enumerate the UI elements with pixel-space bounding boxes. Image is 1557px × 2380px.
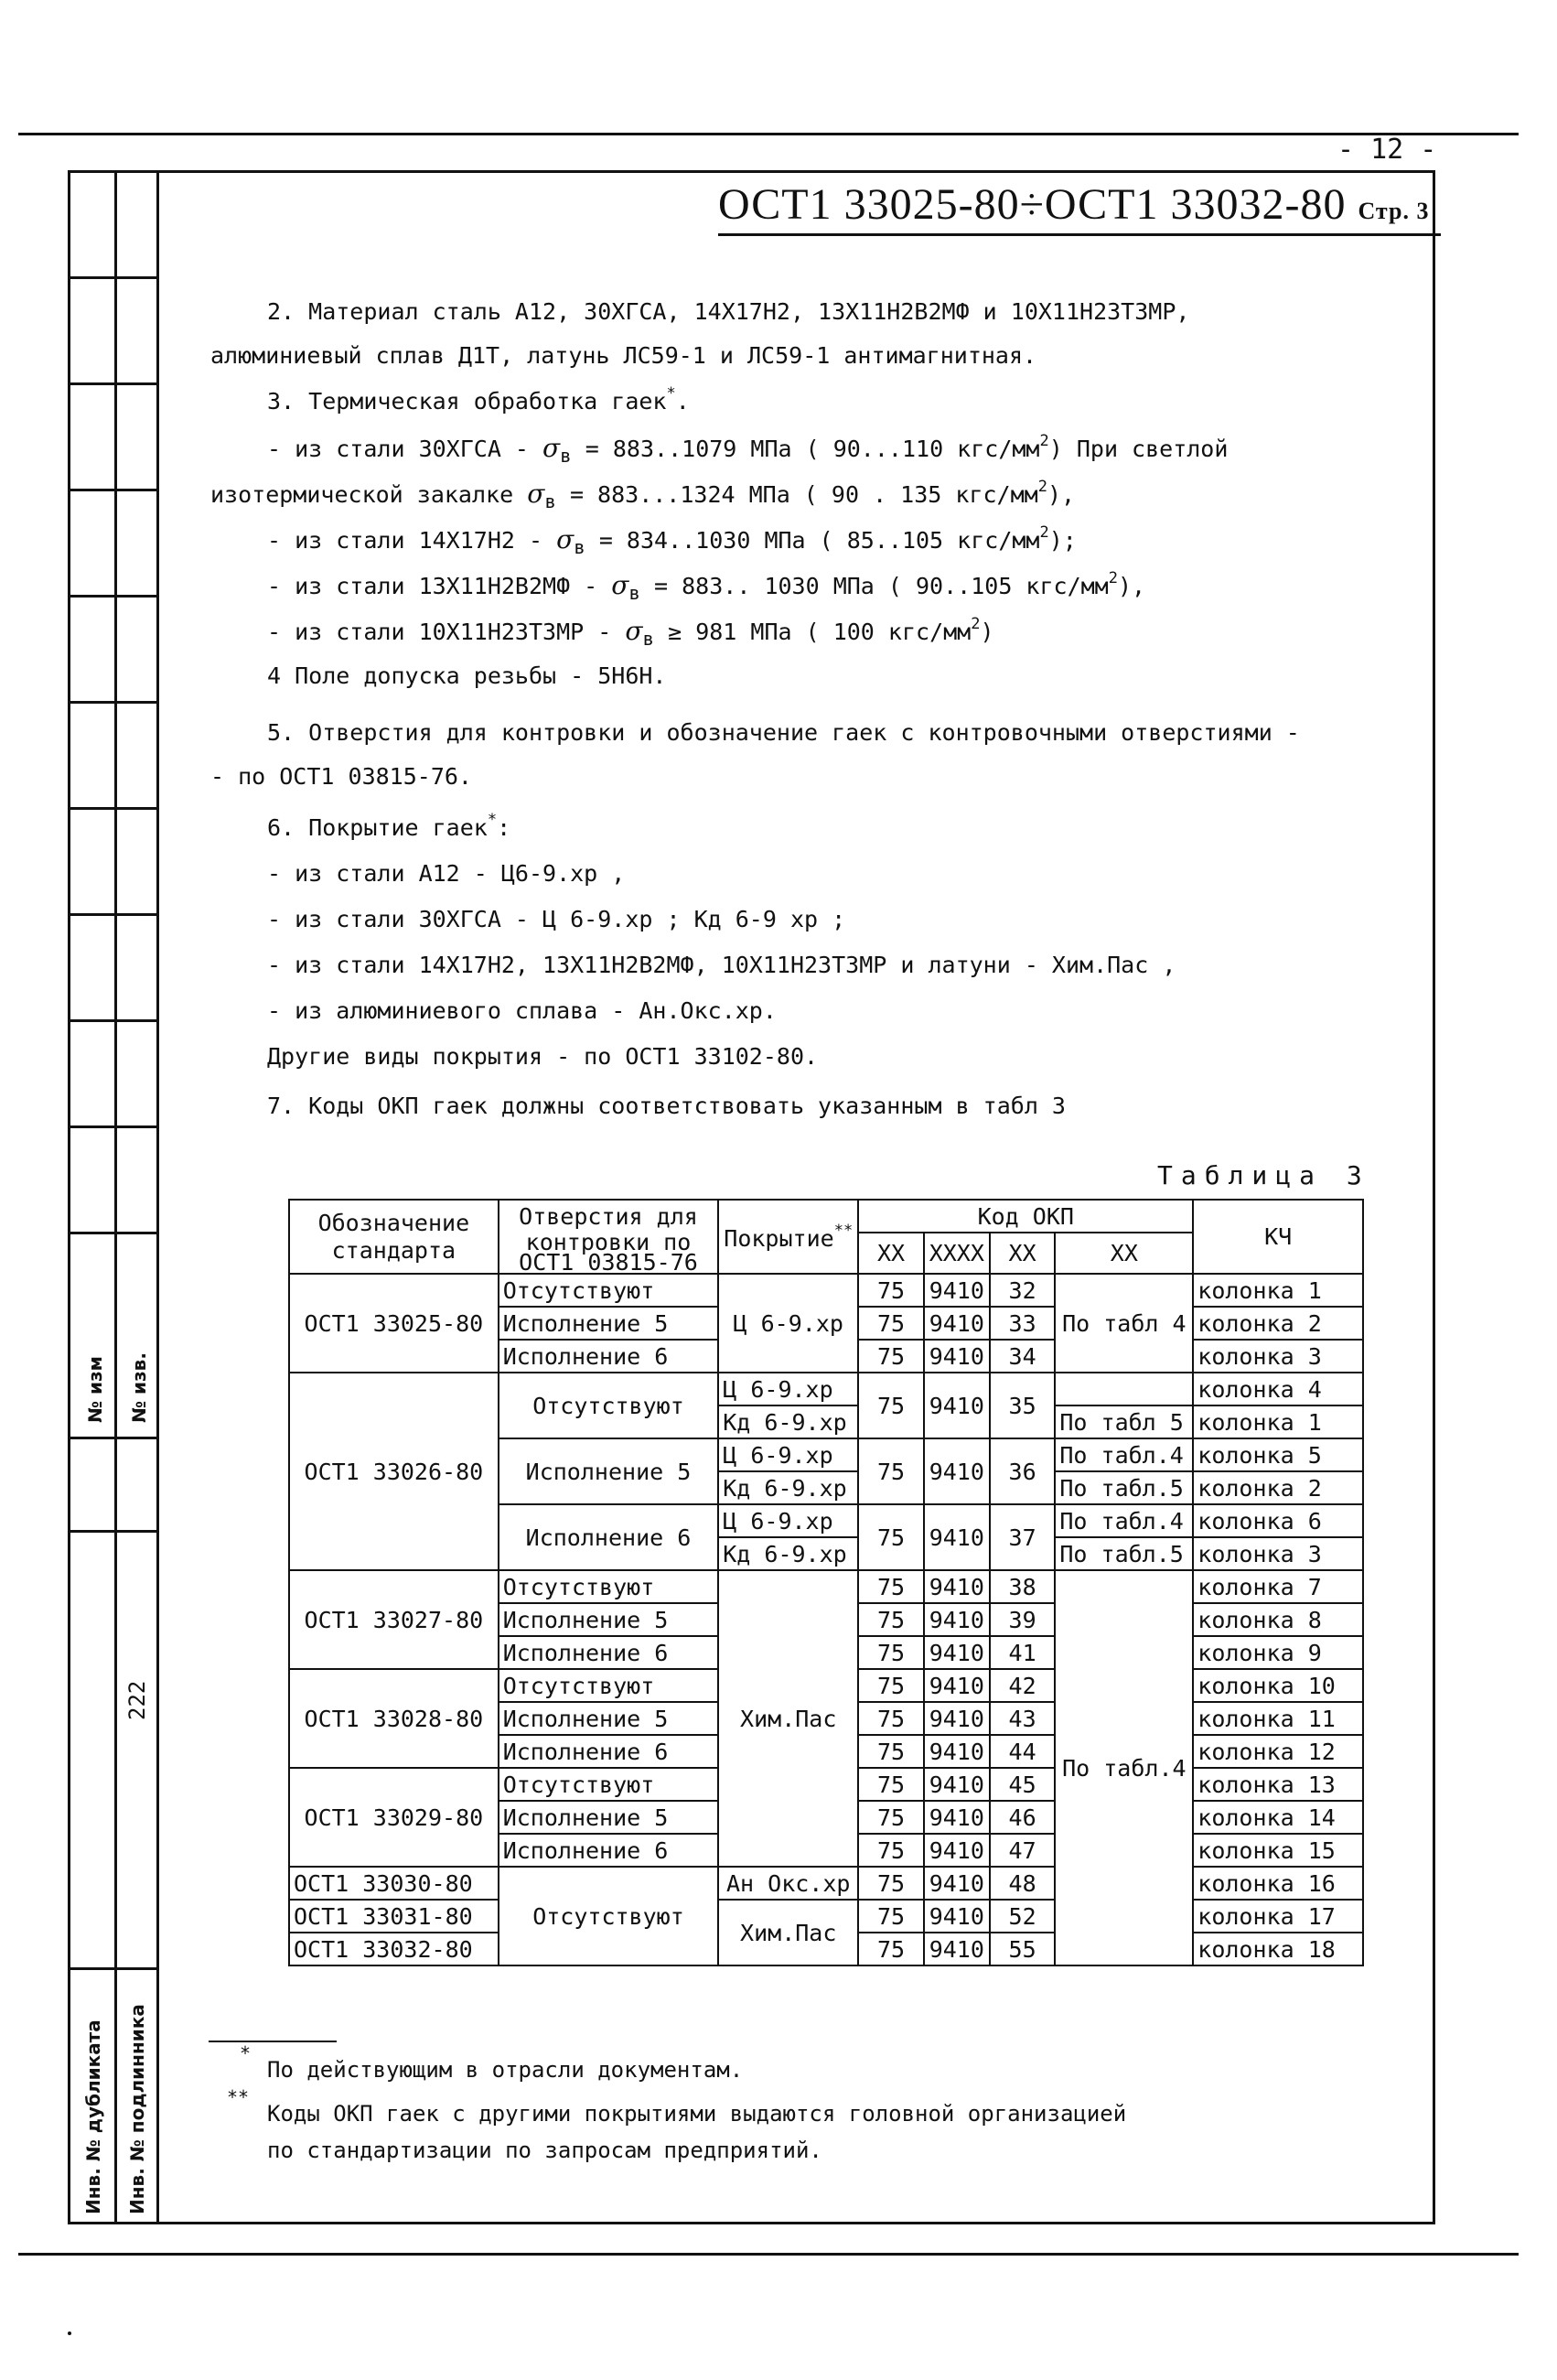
std-cell: ОСТ1 33026-80 <box>289 1373 499 1570</box>
okp-code-cell: 52 <box>990 1900 1056 1933</box>
kch-cell: колонка 2 <box>1193 1307 1363 1340</box>
okp-code-cell: 35 <box>990 1373 1056 1438</box>
margin-duplicate-label: Инв. № дубликата <box>82 2019 104 2214</box>
header-okp-code: Код ОКП <box>858 1200 1193 1233</box>
okp-code-cell: 42 <box>990 1669 1056 1702</box>
table-row <box>289 1274 1363 1307</box>
okp-xx-cell: 75 <box>858 1933 924 1965</box>
coating-other: Другие виды покрытия - по ОСТ1 33102-80. <box>267 1043 819 1070</box>
okp-xx-cell: 75 <box>858 1636 924 1669</box>
kch-cell: колонка 15 <box>1193 1834 1363 1867</box>
holes-cell: Исполнение 6 <box>499 1340 719 1373</box>
item-7: 7. Коды ОКП гаек должны соответствовать указанным в табл 3 <box>267 1093 1066 1119</box>
okp-code-cell: 32 <box>990 1274 1056 1307</box>
okp-xx-cell: 75 <box>858 1735 924 1768</box>
ref-cell: По табл 4 <box>1055 1274 1193 1373</box>
coating-aluminium: - из алюминиевого сплава - Ан.Окс.хр. <box>267 997 777 1024</box>
okp-xx-cell: 75 <box>858 1570 924 1603</box>
holes-cell: Исполнение 5 <box>499 1603 719 1636</box>
okp-xx-cell: 75 <box>858 1340 924 1373</box>
kch-cell: колонка 17 <box>1193 1900 1363 1933</box>
std-cell: ОСТ1 33031-80 <box>289 1900 499 1933</box>
holes-cell: Отсутствуют <box>499 1669 719 1702</box>
top-rule <box>18 133 1519 135</box>
ref-cell: По табл.4 <box>1055 1570 1193 1965</box>
coating-cell: Хим.Пас <box>718 1900 858 1965</box>
stamp-grid-line <box>68 1232 159 1234</box>
okp-xxxx-cell: 9410 <box>924 1340 990 1373</box>
header-coating: Покрытие** <box>718 1200 858 1274</box>
kch-cell: колонка 2 <box>1193 1471 1363 1504</box>
okp-xxxx-cell: 9410 <box>924 1669 990 1702</box>
item-6: 6. Покрытие гаек*: <box>267 811 511 841</box>
okp-xx-cell: 75 <box>858 1900 924 1933</box>
stamp-grid-line <box>68 1967 159 1970</box>
kch-cell: колонка 16 <box>1193 1867 1363 1900</box>
margin-original-label: Инв. № подлинника <box>126 2004 148 2214</box>
okp-xxxx-cell: 9410 <box>924 1307 990 1340</box>
header-xx-2: ХХ <box>990 1233 1056 1274</box>
margin-izm-label: № изм <box>84 1355 106 1423</box>
okp-xxxx-cell: 9410 <box>924 1768 990 1801</box>
okp-code-cell: 41 <box>990 1636 1056 1669</box>
coating-cell: Ц 6-9.хр <box>718 1373 858 1405</box>
header-xxxx: ХХХХ <box>924 1233 990 1274</box>
heat-treat-10h11n23t3mr: - из стали $10Х11Н23Т3МР - \sigma_в \ge 981$ МПа ( 100 кгс/$мм^2$) <box>267 615 994 650</box>
okp-xxxx-cell: 9410 <box>924 1636 990 1669</box>
coating-cell: Ц 6-9.хр <box>718 1438 858 1471</box>
header-holes-line-1: Отверстия для <box>499 1200 719 1233</box>
holes-cell: Исполнение 6 <box>499 1636 719 1669</box>
header-xx-3: ХХ <box>1055 1233 1193 1274</box>
okp-xxxx-cell: 9410 <box>924 1801 990 1834</box>
okp-xxxx-cell: 9410 <box>924 1834 990 1867</box>
holes-cell: Отсутствуют <box>499 1373 719 1438</box>
item-2-line-2: алюминиевый сплав Д1Т, латунь ЛС59-1 и ЛС59-1 антимагнитная. <box>210 342 1037 369</box>
okp-code-cell: 36 <box>990 1438 1056 1504</box>
holes-cell: Отсутствуют <box>499 1570 719 1603</box>
margin-izv-label: № изв. <box>128 1352 150 1423</box>
heat-treat-30hgsa: - из стали 30ХГСА - $\sigma_в = 883..1079$ МПа ( 90...110 кгс/$мм^2$) При светлой <box>267 432 1229 467</box>
table-row <box>289 1570 1363 1603</box>
frame-bottom <box>68 2222 1435 2224</box>
okp-code-cell: 44 <box>990 1735 1056 1768</box>
item-5-line-2: - по ОСТ1 03815-76. <box>210 763 472 790</box>
item-3: 3. Термическая обработка гаек*. <box>267 384 690 415</box>
kch-cell: колонка 11 <box>1193 1702 1363 1735</box>
frame-right <box>1433 170 1435 2224</box>
table-row <box>289 1867 1363 1900</box>
okp-xxxx-cell: 9410 <box>924 1373 990 1438</box>
kch-cell: колонка 18 <box>1193 1933 1363 1965</box>
okp-code-cell: 34 <box>990 1340 1056 1373</box>
item-5-line-1: 5. Отверстия для контровки и обозначение гаек с контровочными отверстиями - <box>267 719 1300 746</box>
coating-cell: Ан Окс.хр <box>718 1867 858 1900</box>
margin-inventory-number: 222 <box>124 1680 150 1720</box>
coating-cell: Кд 6-9.хр <box>718 1537 858 1570</box>
header-standard: Обозначение стандарта <box>289 1200 499 1274</box>
stamp-grid-line <box>68 1019 159 1022</box>
footnote-2-mark: ** <box>227 2086 250 2108</box>
okp-xx-cell: 75 <box>858 1274 924 1307</box>
heat-treat-14h17n2: - из стали $14Х17Н2 - \sigma_в = 834..1030$ МПа ( 85..105 кгс/$мм^2$); <box>267 523 1077 558</box>
kch-cell: колонка 5 <box>1193 1438 1363 1471</box>
frame-inner-2 <box>156 170 159 2224</box>
ref-cell: По табл.5 <box>1055 1471 1193 1504</box>
coating-cell: Ц 6-9.хр <box>718 1274 858 1373</box>
heat-treat-isothermal: изотермической закалке $\sigma_в = 883...1324$ МПа ( 90 . 135 кгс/$мм^2$), <box>210 478 1076 512</box>
holes-cell: Исполнение 6 <box>499 1834 719 1867</box>
std-cell: ОСТ1 33025-80 <box>289 1274 499 1373</box>
scan-dot <box>68 2332 71 2335</box>
coating-a12: - из стали А12 - Ц6-9.хр , <box>267 860 626 887</box>
coating-steels-brass: - из стали 14Х17Н2, 13Х11Н2В2МФ, 10Х11Н23Т3МР и латуни - Хим.Пас , <box>267 952 1176 978</box>
coating-cell: Кд 6-9.хр <box>718 1471 858 1504</box>
okp-xxxx-cell: 9410 <box>924 1274 990 1307</box>
ref-cell: По табл 5 <box>1055 1405 1193 1438</box>
okp-xxxx-cell: 9410 <box>924 1900 990 1933</box>
kch-cell: колонка 6 <box>1193 1504 1363 1537</box>
table-row <box>289 1900 1363 1933</box>
coating-cell: Ц 6-9.хр <box>718 1504 858 1537</box>
okp-code-cell: 33 <box>990 1307 1056 1340</box>
kch-cell: колонка 7 <box>1193 1570 1363 1603</box>
stamp-grid-line <box>68 1530 159 1533</box>
okp-code-cell: 55 <box>990 1933 1056 1965</box>
header-holes-lines-2-3: контровки по ОСТ1 03815-76 <box>499 1233 719 1274</box>
okp-xxxx-cell: 9410 <box>924 1702 990 1735</box>
okp-code-cell: 48 <box>990 1867 1056 1900</box>
kch-cell: колонка 12 <box>1193 1735 1363 1768</box>
okp-xx-cell: 75 <box>858 1702 924 1735</box>
table-caption: Таблица 3 <box>1157 1160 1370 1190</box>
kch-cell: колонка 1 <box>1193 1274 1363 1307</box>
holes-cell: Отсутствуют <box>499 1768 719 1801</box>
std-cell: ОСТ1 33032-80 <box>289 1933 499 1965</box>
okp-code-cell: 47 <box>990 1834 1056 1867</box>
footnote-1: По действующим в отрасли документам. <box>267 2057 744 2083</box>
holes-cell: Отсутствуют <box>499 1867 719 1965</box>
ref-cell: По табл.4 <box>1055 1504 1193 1537</box>
page-number: - 12 - <box>1337 134 1437 166</box>
okp-xx-cell: 75 <box>858 1669 924 1702</box>
frame-top <box>68 170 1435 173</box>
stamp-grid-line <box>68 276 159 279</box>
stamp-grid-line <box>68 489 159 491</box>
header-kch: КЧ <box>1193 1200 1363 1274</box>
okp-xx-cell: 75 <box>858 1504 924 1570</box>
okp-code-cell: 46 <box>990 1801 1056 1834</box>
table-header-row <box>289 1200 1363 1233</box>
kch-cell: колонка 14 <box>1193 1801 1363 1834</box>
holes-cell: Исполнение 6 <box>499 1735 719 1768</box>
okp-xxxx-cell: 9410 <box>924 1933 990 1965</box>
stamp-grid-line <box>68 807 159 810</box>
item-4: 4 Поле допуска резьбы - 5Н6Н. <box>267 662 667 689</box>
std-cell: ОСТ1 33030-80 <box>289 1867 499 1900</box>
ref-cell: По табл.4 <box>1055 1438 1193 1471</box>
frame-left <box>68 170 70 2224</box>
okp-xxxx-cell: 9410 <box>924 1438 990 1504</box>
item-2-line-1: 2. Материал сталь А12, 30ХГСА, 14Х17Н2, 13Х11Н2В2МФ и 10Х11Н23Т3МР, <box>267 298 1190 325</box>
holes-cell: Исполнение 5 <box>499 1307 719 1340</box>
std-cell: ОСТ1 33029-80 <box>289 1768 499 1867</box>
okp-xx-cell: 75 <box>858 1801 924 1834</box>
header-underline <box>718 233 1441 236</box>
footnote-2-line-1: Коды ОКП гаек с другими покрытиями выдаются головной организацией <box>267 2101 1127 2127</box>
heat-treat-13h11n2v2mf: - из стали $13Х11Н2В2МФ - \sigma_в = 883$.. 1030 МПа ( 90..105 кгс/$мм^2$), <box>267 569 1146 604</box>
okp-codes-table <box>288 1199 1364 1966</box>
footnote-1-mark: * <box>240 2042 252 2064</box>
coating-cell: Кд 6-9.хр <box>718 1405 858 1438</box>
okp-xxxx-cell: 9410 <box>924 1603 990 1636</box>
header-xx-1: ХХ <box>858 1233 924 1274</box>
bottom-rule <box>18 2253 1519 2256</box>
footnote-2-line-2: по стандартизации по запросам предприятий. <box>267 2138 822 2163</box>
header-title: ОСТ1 33025-80÷ОСТ1 33032-80 <box>718 180 1347 229</box>
kch-cell: колонка 4 <box>1193 1373 1363 1405</box>
okp-xx-cell: 75 <box>858 1834 924 1867</box>
holes-cell: Исполнение 5 <box>499 1702 719 1735</box>
stamp-grid-line <box>68 1437 159 1439</box>
coating-30hgsa: - из стали 30ХГСА - Ц 6-9.хр ; Кд 6-9 хр ; <box>267 906 846 932</box>
stamp-grid-line <box>68 701 159 704</box>
frame-inner-1 <box>114 170 117 2224</box>
ref-cell <box>1055 1373 1193 1405</box>
std-cell: ОСТ1 33027-80 <box>289 1570 499 1669</box>
table-row <box>289 1373 1363 1405</box>
footnote-rule <box>209 2041 337 2042</box>
stamp-grid-line <box>68 1125 159 1128</box>
okp-xx-cell: 75 <box>858 1768 924 1801</box>
kch-cell: колонка 10 <box>1193 1669 1363 1702</box>
okp-code-cell: 45 <box>990 1768 1056 1801</box>
okp-code-cell: 37 <box>990 1504 1056 1570</box>
okp-xx-cell: 75 <box>858 1603 924 1636</box>
okp-xxxx-cell: 9410 <box>924 1735 990 1768</box>
okp-xxxx-cell: 9410 <box>924 1504 990 1570</box>
okp-xx-cell: 75 <box>858 1867 924 1900</box>
std-cell: ОСТ1 33028-80 <box>289 1669 499 1768</box>
stamp-grid-line <box>68 382 159 385</box>
document-header <box>718 179 1429 230</box>
okp-code-cell: 38 <box>990 1570 1056 1603</box>
stamp-grid-line <box>68 595 159 598</box>
kch-cell: колонка 3 <box>1193 1340 1363 1373</box>
okp-code-cell: 43 <box>990 1702 1056 1735</box>
kch-cell: колонка 8 <box>1193 1603 1363 1636</box>
kch-cell: колонка 13 <box>1193 1768 1363 1801</box>
okp-xx-cell: 75 <box>858 1373 924 1438</box>
holes-cell: Исполнение 5 <box>499 1801 719 1834</box>
okp-code-cell: 39 <box>990 1603 1056 1636</box>
holes-cell: Исполнение 5 <box>499 1438 719 1504</box>
header-page-label: Стр. 3 <box>1358 198 1430 224</box>
kch-cell: колонка 9 <box>1193 1636 1363 1669</box>
coating-cell: Хим.Пас <box>718 1570 858 1867</box>
kch-cell: колонка 3 <box>1193 1537 1363 1570</box>
ref-cell: По табл.5 <box>1055 1537 1193 1570</box>
okp-xxxx-cell: 9410 <box>924 1570 990 1603</box>
kch-cell: колонка 1 <box>1193 1405 1363 1438</box>
holes-cell: Исполнение 6 <box>499 1504 719 1570</box>
stamp-grid-line <box>68 913 159 916</box>
holes-cell: Отсутствуют <box>499 1274 719 1307</box>
okp-xx-cell: 75 <box>858 1438 924 1504</box>
okp-xxxx-cell: 9410 <box>924 1867 990 1900</box>
okp-xx-cell: 75 <box>858 1307 924 1340</box>
